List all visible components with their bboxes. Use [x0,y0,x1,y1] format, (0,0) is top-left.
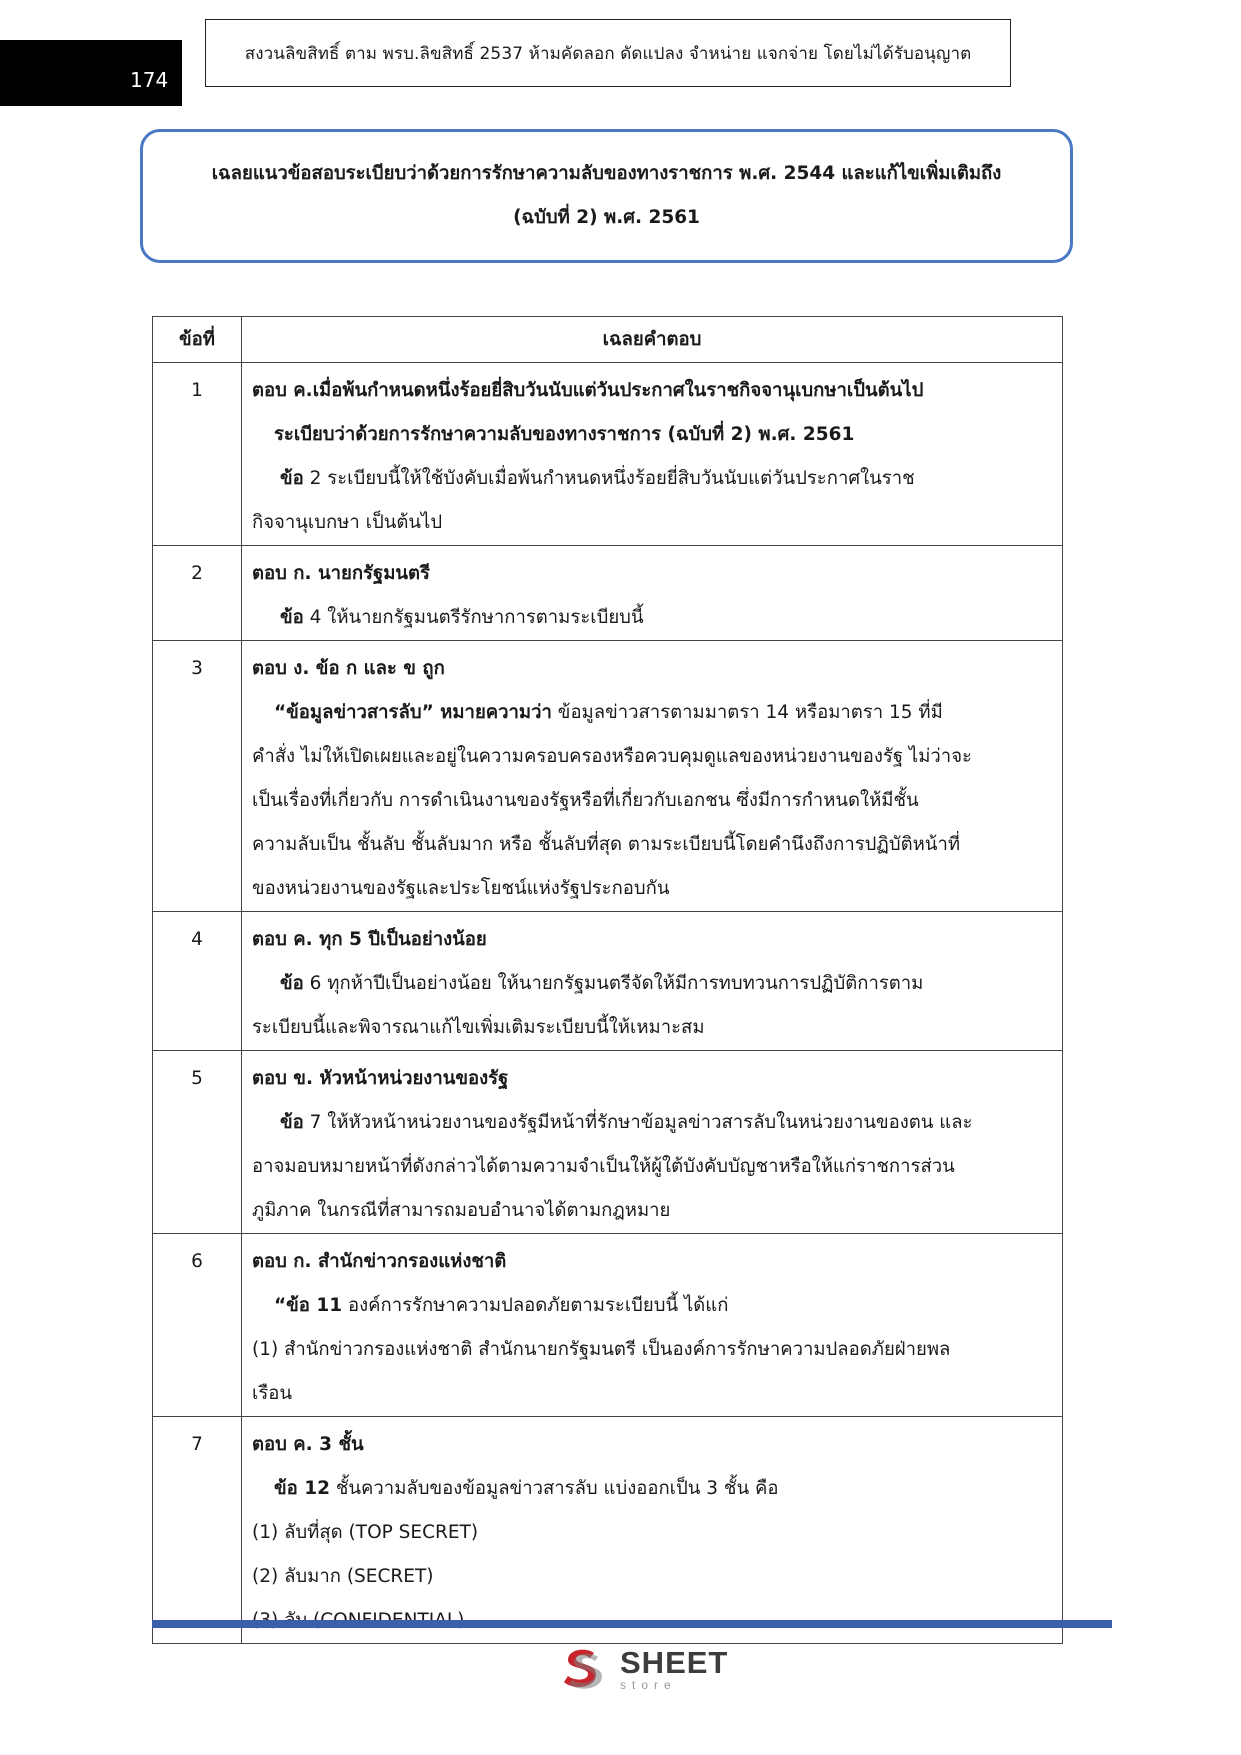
answer-line: ระเบียบว่าด้วยการรักษาความลับของทางราชการ (ฉบับที่ 2) พ.ศ. 2561 [274,424,855,445]
answer-cell [242,912,1063,1051]
sheet-store-logo [558,1640,728,1698]
page-number: 174 [130,68,169,92]
column-header-number: ข้อที่ [153,317,242,363]
page-number-tab [0,40,182,106]
answer-line: (1) สำนักข่าวกรองแห่งชาติ สำนักนายกรัฐมนตรี เป็นองค์การรักษาความปลอดภัยฝ่ายพล [252,1339,951,1360]
sheet-store-logo-icon [558,1645,606,1693]
answer-table [152,316,1063,1644]
table-row [153,546,1063,641]
document-title-line-1: เฉลยแนวข้อสอบระเบียบว่าด้วยการรักษาความลับของทางราชการ พ.ศ. 2544 และแก้ไขเพิ่มเติมถึง [211,163,1002,184]
question-number: 1 [153,363,242,546]
answer-line: ตอบ ค. 3 ชั้น [252,1434,364,1455]
answer-line: ตอบ ก. นายกรัฐมนตรี [252,563,430,584]
answer-table-header-row [153,317,1063,363]
question-number: 2 [153,546,242,641]
logo-word: SHEET [620,1645,729,1680]
answer-line: ภูมิภาค ในกรณีที่สามารถมอบอำนาจได้ตามกฎหมาย [252,1200,671,1221]
answer-line: ข้อ 4 ให้นายกรัฐมนตรีรักษาการตามระเบียบนี้ [280,607,644,628]
answer-line: คำสั่ง ไม่ให้เปิดเผยและอยู่ในความครอบครองหรือควบคุมดูแลของหน่วยงานของรัฐ ไม่ว่าจะ [252,746,972,767]
answer-line: ตอบ ค.เมื่อพ้นกำหนดหนึ่งร้อยยี่สิบวันนับแต่วันประกาศในราชกิจจานุเบกษาเป็นต้นไป [252,380,924,401]
answer-line: ตอบ ก. สำนักข่าวกรองแห่งชาติ [252,1251,507,1272]
answer-line: ความลับเป็น ชั้นลับ ชั้นลับมาก หรือ ชั้นลับที่สุด ตามระเบียบนี้โดยคำนึงถึงการปฏิบัติหน้าที่ [252,834,961,855]
answer-line: ข้อ 7 ให้หัวหน้าหน่วยงานของรัฐมีหน้าที่รักษาข้อมูลข่าวสารลับในหน่วยงานของตน และ [280,1112,973,1133]
answer-cell [242,363,1063,546]
table-row [153,1234,1063,1417]
answer-line: เป็นเรื่องที่เกี่ยวกับ การดำเนินงานของรัฐหรือที่เกี่ยวกับเอกชน ซึ่งมีการกำหนดให้มีชั้น [252,790,919,811]
logo-subword: store [620,1678,677,1692]
question-number: 3 [153,641,242,912]
answer-line: ข้อ 6 ทุกห้าปีเป็นอย่างน้อย ให้นายกรัฐมนตรีจัดให้มีการทบทวนการปฏิบัติการตาม [280,973,924,994]
table-row [153,912,1063,1051]
question-number: 6 [153,1234,242,1417]
answer-line: เรือน [252,1383,293,1404]
answer-cell [242,546,1063,641]
answer-line: ตอบ ค. ทุก 5 ปีเป็นอย่างน้อย [252,929,487,950]
answer-line: ข้อ 12 ชั้นความลับของข้อมูลข่าวสารลับ แบ่งออกเป็น 3 ชั้น คือ [274,1478,779,1499]
answer-cell [242,641,1063,912]
logo-wordmark [620,1647,728,1691]
table-row [153,1051,1063,1234]
answer-line: ข้อ 2 ระเบียบนี้ให้ใช้บังคับเมื่อพ้นกำหนดหนึ่งร้อยยี่สิบวันนับแต่วันประกาศในราช [280,468,915,489]
answer-line: กิจจานุเบกษา เป็นต้นไป [252,512,443,533]
answer-line: อาจมอบหมายหน้าที่ดังกล่าวได้ตามความจำเป็นให้ผู้ใต้บังคับบัญชาหรือให้แก่ราชการส่วน [252,1156,955,1177]
answer-line: ระเบียบนี้และพิจารณาแก้ไขเพิ่มเติมระเบียบนี้ให้เหมาะสม [252,1017,705,1038]
document-title-box [140,129,1073,263]
answer-line: “ข้อ 11 องค์การรักษาความปลอดภัยตามระเบียบนี้ ได้แก่ [274,1295,729,1316]
answer-line: ตอบ ง. ข้อ ก และ ข ถูก [252,658,445,679]
table-row [153,363,1063,546]
answer-line: ตอบ ข. หัวหน้าหน่วยงานของรัฐ [252,1068,509,1089]
answer-cell [242,1051,1063,1234]
footer-divider [152,1620,1112,1628]
column-header-answer: เฉลยคำตอบ [242,317,1063,363]
copyright-notice-box [205,19,1011,87]
answer-cell [242,1417,1063,1644]
question-number: 4 [153,912,242,1051]
table-row [153,1417,1063,1644]
question-number: 7 [153,1417,242,1644]
answer-line: “ข้อมูลข่าวสารลับ” หมายความว่า ข้อมูลข่าวสารตามมาตรา 14 หรือมาตรา 15 ที่มี [274,702,943,723]
document-title-line-2: (ฉบับที่ 2) พ.ศ. 2561 [513,207,700,228]
answer-line: ของหน่วยงานของรัฐและประโยชน์แห่งรัฐประกอบกัน [252,878,670,899]
answer-cell [242,1234,1063,1417]
copyright-notice: สงวนลิขสิทธิ์ ตาม พรบ.ลิขสิทธิ์ 2537 ห้ามคัดลอก ดัดแปลง จำหน่าย แจกจ่าย โดยไม่ได้รับอนุญาต [244,43,972,64]
question-number: 5 [153,1051,242,1234]
table-row [153,641,1063,912]
answer-line: (1) ลับที่สุด (TOP SECRET) [252,1522,479,1543]
answer-line: (2) ลับมาก (SECRET) [252,1566,434,1587]
